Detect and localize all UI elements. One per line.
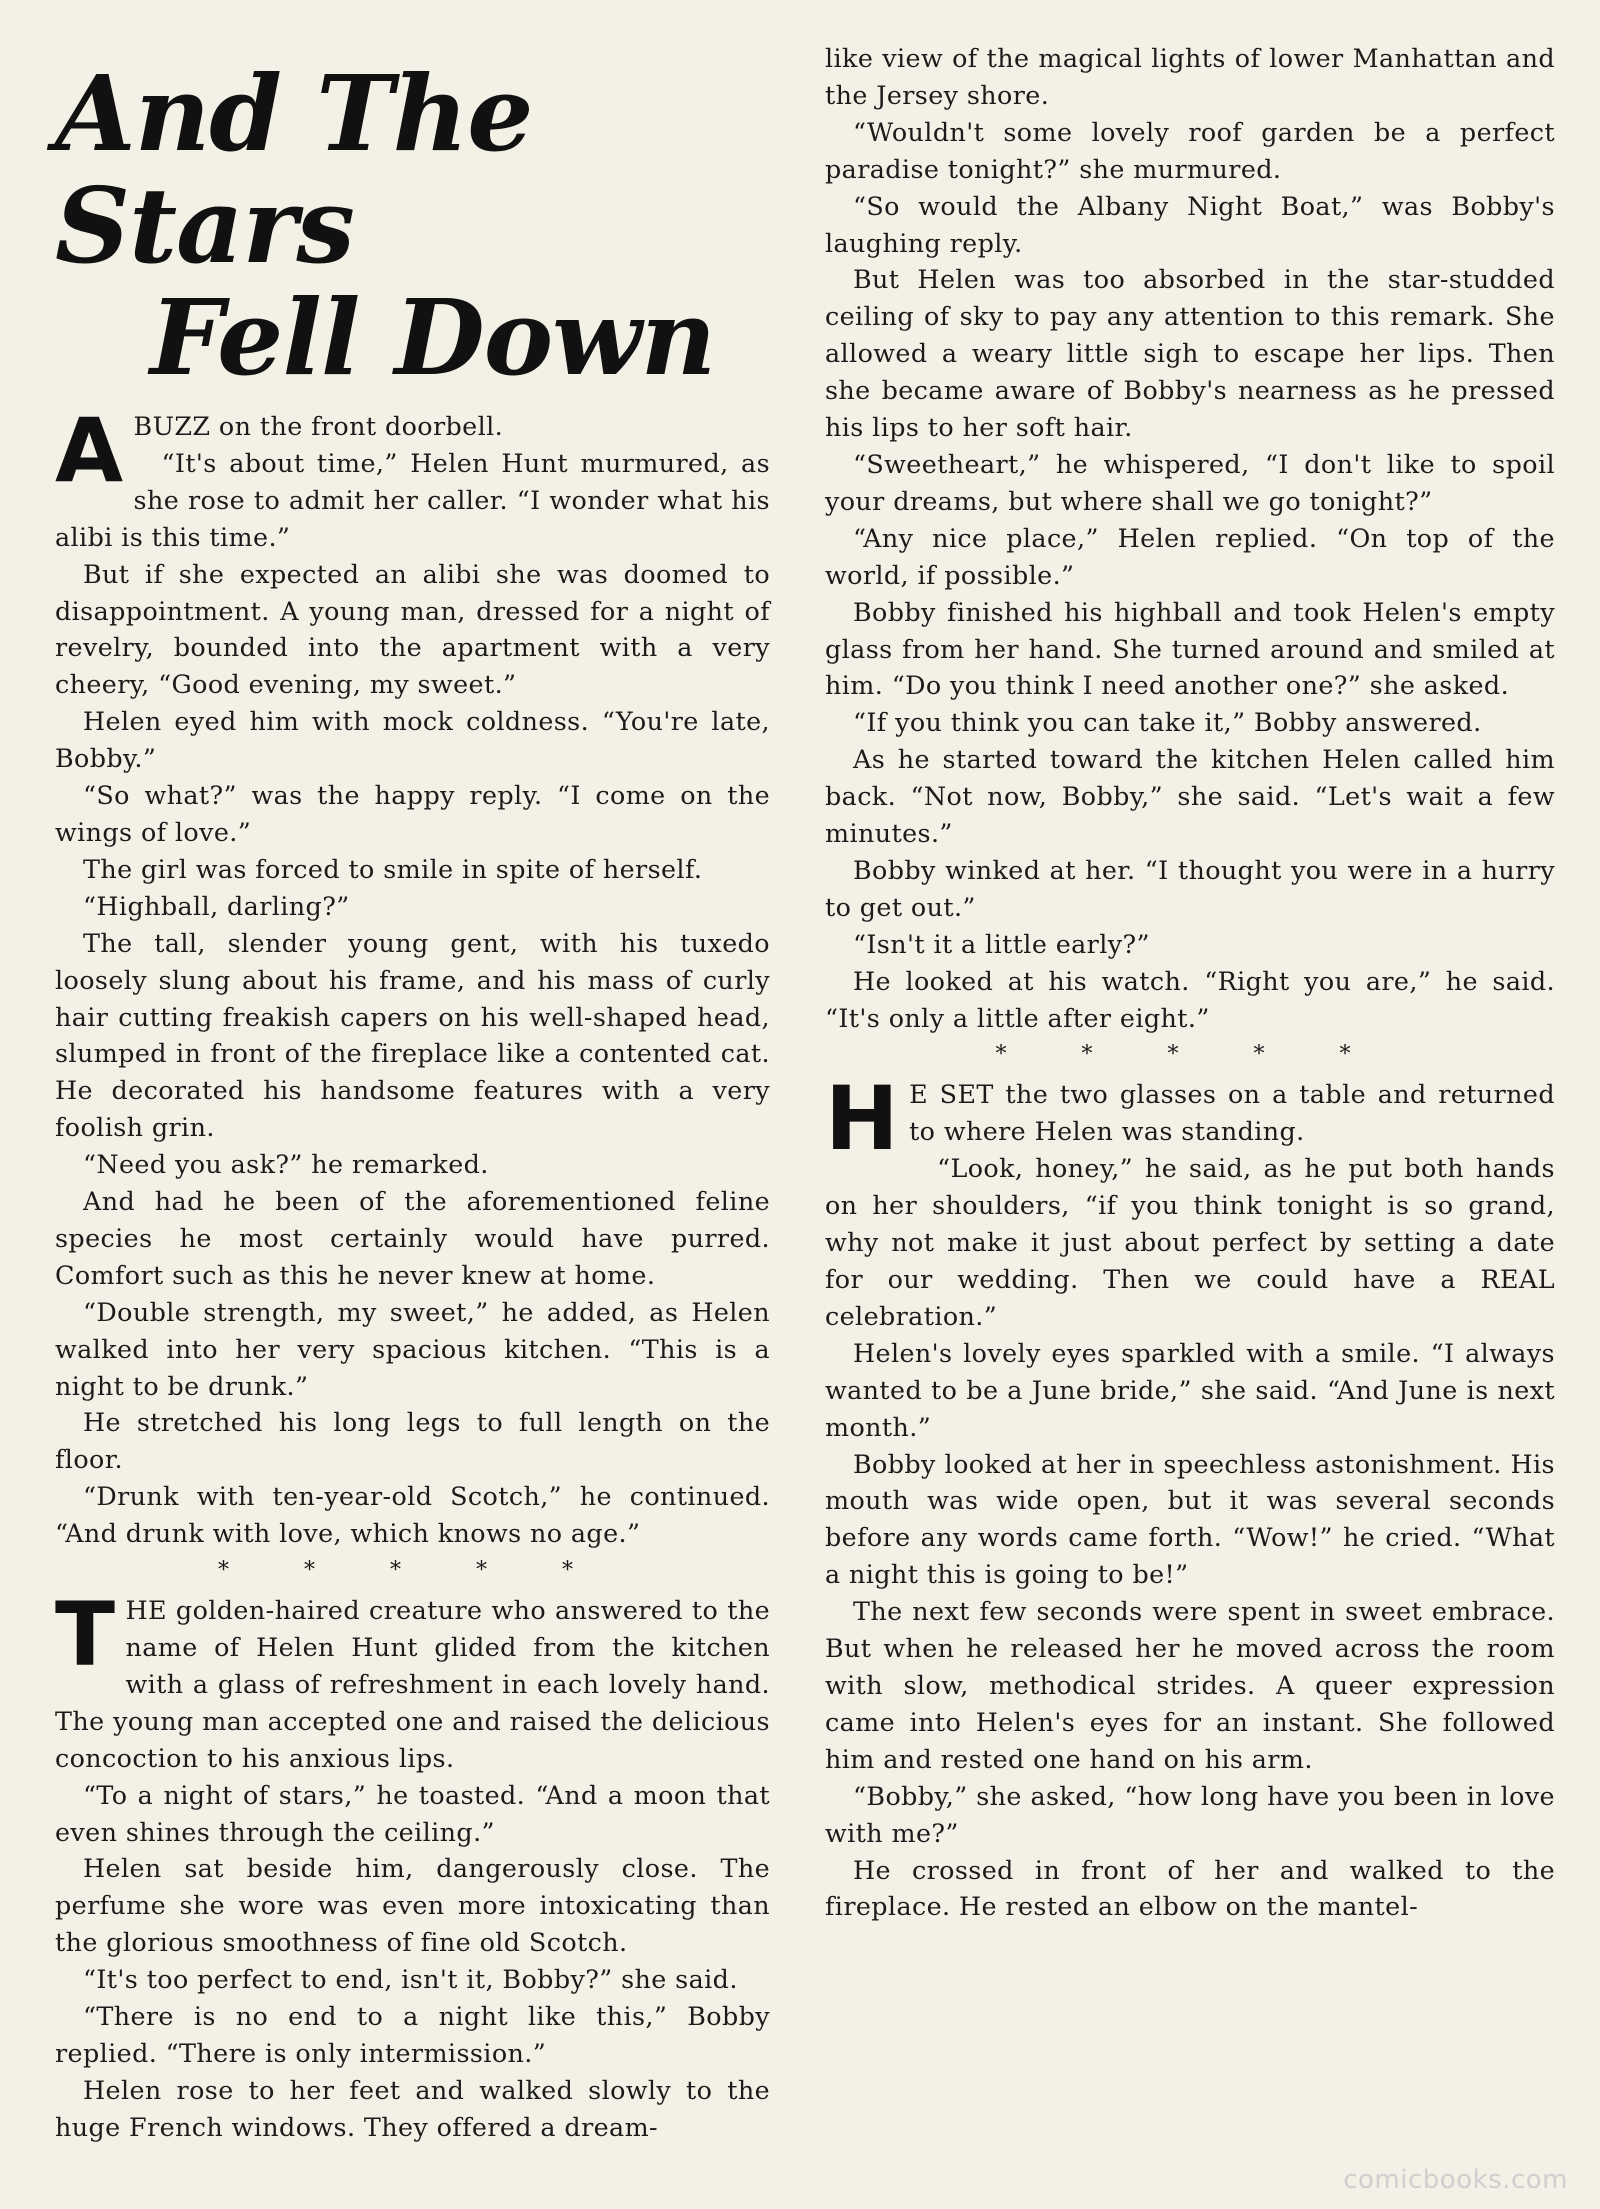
paragraph: Helen rose to her feet and walked slowly to the huge French windows. They offered a dream- (55, 2074, 770, 2142)
paragraph: “Double strength, my sweet,” he added, as Helen walked into her very spacious kitchen. “This is a night to be drunk.” (55, 1296, 770, 1401)
section-break: * * * * * (218, 1558, 607, 1584)
paragraph: He looked at his watch. “Right you are,” he said. “It's only a little after eight.” (825, 965, 1555, 1033)
left-column (55, 40, 770, 2146)
section-break: * * * * * (995, 1042, 1385, 1068)
paragraph: “So what?” was the happy reply. “I come on the wings of love.” (55, 780, 770, 847)
paragraph: “Drunk with ten-year-old Scotch,” he continued. “And drunk with love, which knows no age.” (55, 1481, 770, 1549)
paragraph: “Isn't it a little early?” (853, 928, 1150, 959)
paragraph: Helen eyed him with mock coldness. “You're late, Bobby.” (55, 706, 770, 774)
paragraph-text: E SET the two glasses on a table and returned to where Helen was standing. (909, 1079, 1555, 1147)
paragraph: But if she expected an alibi she was doomed to disappointment. A young man, dressed for a night of revelry, bounded into the apartment with a very cheery, “Good evening, my sweet.” (55, 558, 770, 700)
story-title (55, 52, 770, 399)
paragraph: like view of the magical lights of lower Manhattan and the Jersey shore. (825, 43, 1555, 110)
paragraph: “It's too perfect to end, isn't it, Bobby?” she said. (83, 1964, 738, 1995)
paragraph: “Highball, darling?” (83, 890, 350, 921)
paragraph: The girl was forced to smile in spite of herself. (83, 853, 703, 884)
right-column (825, 40, 1555, 1925)
paragraph (55, 1583, 770, 1777)
paragraph: Helen's lovely eyes sparkled with a smile. “I always wanted to be a June bride,” she said. “And June is next month.” (825, 1337, 1555, 1442)
paragraph: “Bobby,” she asked, “how long have you been in love with me?” (825, 1780, 1555, 1848)
paragraph: The next few seconds were spent in sweet embrace. But when he released her he moved across the room with slow, methodical strides. A queer expression came into Helen's eyes for an instant. She followed him and rested one hand on his arm. (825, 1596, 1555, 1774)
paragraph: Bobby looked at her in speechless astonishment. His mouth was wide open, but it was several seconds before any words came forth. “Wow!” he cried. “What a night this is going to be!” (825, 1448, 1555, 1590)
paragraph: He crossed in front of her and walked to the fireplace. He rested an elbow on the mantel- (825, 1854, 1555, 1922)
paragraph-text: HE golden-haired creature who answered to the name of Helen Hunt glided from the kitchen with a glass of refreshment in each lovely hand. The young man accepted one and raised the delicious concoction to his anxious lips. (55, 1595, 770, 1773)
paragraph: And had he been of the aforementioned feline species he most certainly would have purred. Comfort such as this he never knew at home. (55, 1186, 770, 1290)
paragraph: Bobby winked at her. “I thought you were in a hurry to get out.” (825, 854, 1555, 922)
paragraph: “Sweetheart,” he whispered, “I don't like to spoil your dreams, but where shall we go tonight?” (825, 448, 1555, 516)
paragraph: “To a night of stars,” he toasted. “And a moon that even shines through the ceiling.” (55, 1779, 770, 1847)
paragraph-text: BUZZ on the front doorbell. (133, 411, 504, 441)
paragraph: The tall, slender young gent, with his tuxedo loosely slung about his frame, and his mass of curly hair cutting freakish capers on his well-shaped head, slumped in front of the fireplace like a contented cat. He decorated his handsome features with a very foolish grin. (55, 927, 770, 1143)
paragraph: “If you think you can take it,” Bobby answered. (853, 707, 1482, 738)
paragraph: He stretched his long legs to full length on the floor. (55, 1407, 770, 1475)
paragraph (825, 1067, 1555, 1171)
paragraph: Bobby finished his highball and took Helen's empty glass from her hand. She turned around and smiled at him. “Do you think I need another one?” she asked. (825, 596, 1555, 701)
paragraph: But Helen was too absorbed in the star-studded ceiling of sky to pay any attention to this remark. She allowed a weary little sigh to escape her lips. Then she became aware of Bobby's nearness as he pressed his lips to her soft hair. (825, 264, 1555, 443)
paragraph: “Need you ask?” he remarked. (83, 1149, 489, 1180)
paragraph: “So would the Albany Night Boat,” was Bobby's laughing reply. (825, 190, 1555, 258)
paragraph: “Look, honey,” he said, as he put both hands on her shoulders, “if you think tonight is so grand, why not make it just about perfect by setting a date for our wedding. Then we could have a REAL celebration.” (825, 1153, 1555, 1331)
paragraph: Helen sat beside him, dangerously close. The perfume she wore was even more intoxicating than the glorious smoothness of fine old Scotch. (55, 1853, 770, 1958)
drop-cap: H (825, 1067, 900, 1171)
paragraph: “It's about time,” Helen Hunt murmured, as she rose to admit her caller. “I wonder what his alibi is this time.” (55, 447, 770, 552)
paragraph: “Wouldn't some lovely roof garden be a perfect paradise tonight?” she murmured. (825, 116, 1555, 184)
paragraph: “There is no end to a night like this,” Bobby replied. “There is only intermission.” (55, 2001, 770, 2068)
title-line-2: Fell Down (150, 276, 716, 399)
drop-cap: T (55, 1583, 116, 1687)
drop-cap: A (55, 399, 124, 502)
title-line-1: And The Stars (55, 52, 533, 287)
paragraph: “Any nice place,” Helen replied. “On top of the world, if possible.” (825, 522, 1555, 590)
paragraph: As he started toward the kitchen Helen called him back. “Not now, Bobby,” she said. “Let's wait a few minutes.” (825, 744, 1555, 849)
watermark: comicbooks.com (1343, 2165, 1568, 2195)
